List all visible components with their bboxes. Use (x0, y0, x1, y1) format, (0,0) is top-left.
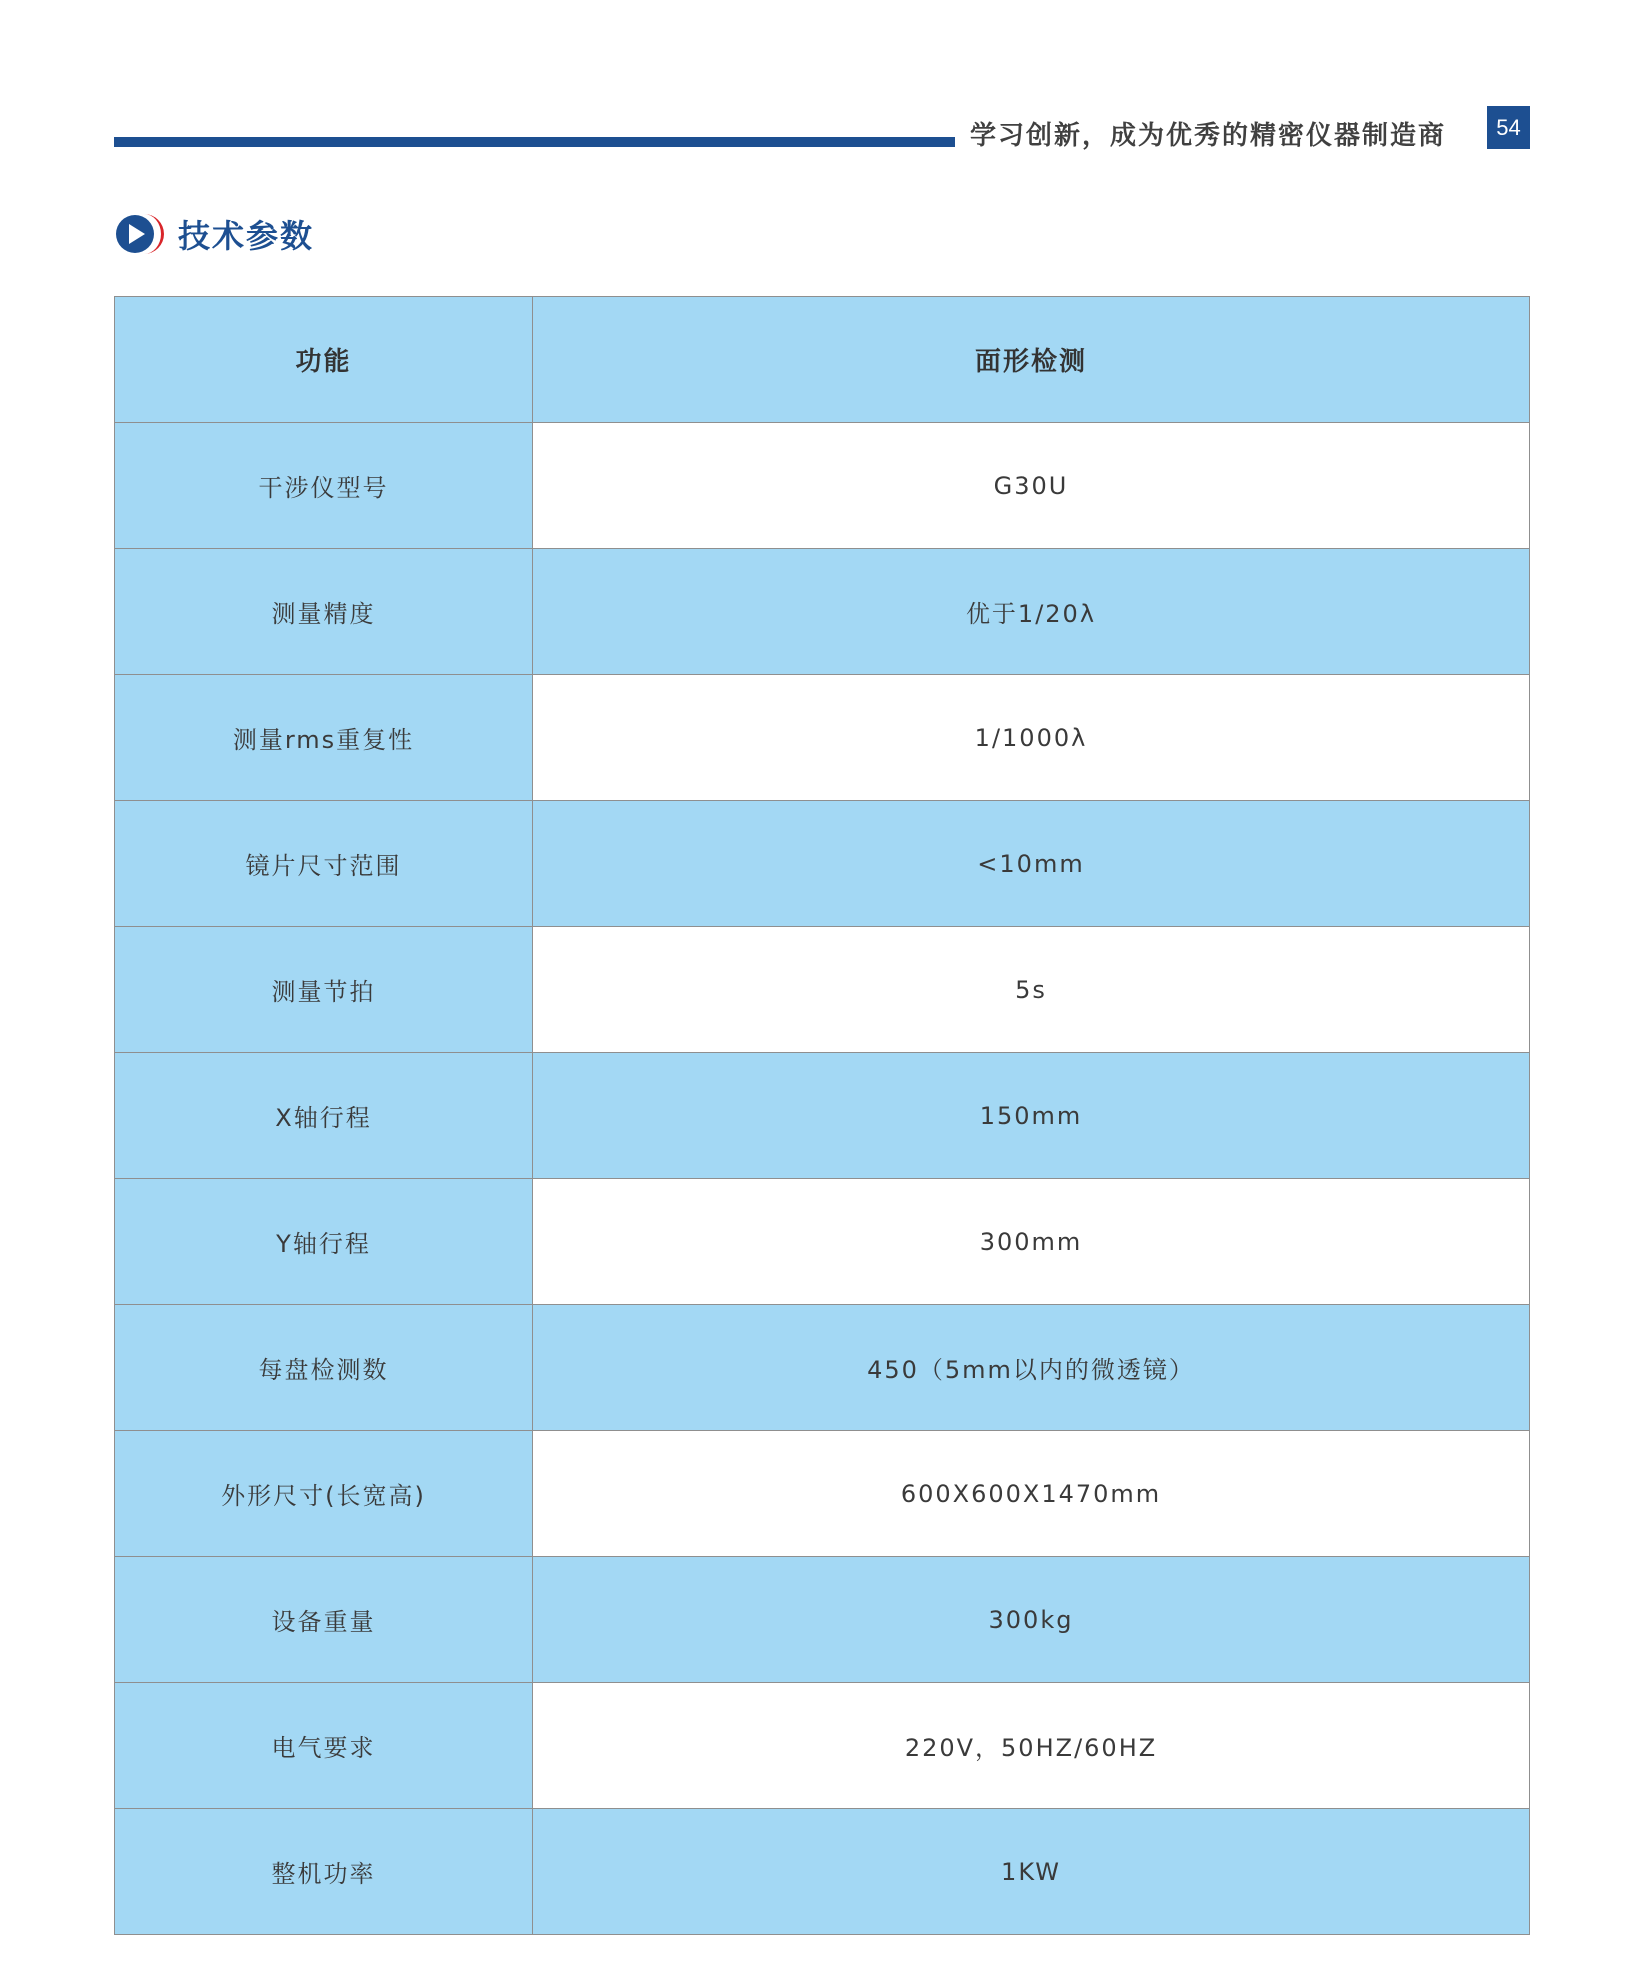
section-heading (114, 210, 314, 258)
row-value: <10mm (533, 801, 1530, 927)
row-label: 测量rms重复性 (115, 675, 533, 801)
table-row (115, 1305, 1530, 1431)
row-value: 优于1/20λ (533, 549, 1530, 675)
table-row (115, 1557, 1530, 1683)
row-label: X轴行程 (115, 1053, 533, 1179)
row-label: 干涉仪型号 (115, 423, 533, 549)
play-circle-icon (114, 210, 164, 258)
table-row (115, 1431, 1530, 1557)
row-value: 300kg (533, 1557, 1530, 1683)
table-row (115, 1179, 1530, 1305)
table-row (115, 1683, 1530, 1809)
row-value: 150mm (533, 1053, 1530, 1179)
row-value: G30U (533, 423, 1530, 549)
row-value: 450（5mm以内的微透镜） (533, 1305, 1530, 1431)
table-row (115, 1053, 1530, 1179)
row-label: 设备重量 (115, 1557, 533, 1683)
row-value: 300mm (533, 1179, 1530, 1305)
table-row (115, 927, 1530, 1053)
row-label: Y轴行程 (115, 1179, 533, 1305)
table-row (115, 675, 1530, 801)
row-value: 1KW (533, 1809, 1530, 1935)
row-value: 1/1000λ (533, 675, 1530, 801)
section-title: 技术参数 (178, 217, 315, 255)
row-label: 每盘检测数 (115, 1305, 533, 1431)
table-header-value: 面形检测 (533, 297, 1530, 423)
spec-table (114, 296, 1530, 1935)
table-row (115, 423, 1530, 549)
table-header-row (115, 297, 1530, 423)
row-label: 外形尺寸(长宽高) (115, 1431, 533, 1557)
row-label: 镜片尺寸范围 (115, 801, 533, 927)
table-row (115, 549, 1530, 675)
table-row (115, 1809, 1530, 1935)
table-header-label: 功能 (115, 297, 533, 423)
row-label: 整机功率 (115, 1809, 533, 1935)
header-rule (114, 137, 955, 147)
row-value: 5s (533, 927, 1530, 1053)
page-number: 54 (1487, 106, 1530, 149)
row-label: 测量节拍 (115, 927, 533, 1053)
table-row (115, 801, 1530, 927)
row-value: 600X600X1470mm (533, 1431, 1530, 1557)
row-value: 220V，50HZ/60HZ (533, 1683, 1530, 1809)
row-label: 电气要求 (115, 1683, 533, 1809)
header-slogan: 学习创新，成为优秀的精密仪器制造商 (970, 121, 1447, 151)
row-label: 测量精度 (115, 549, 533, 675)
